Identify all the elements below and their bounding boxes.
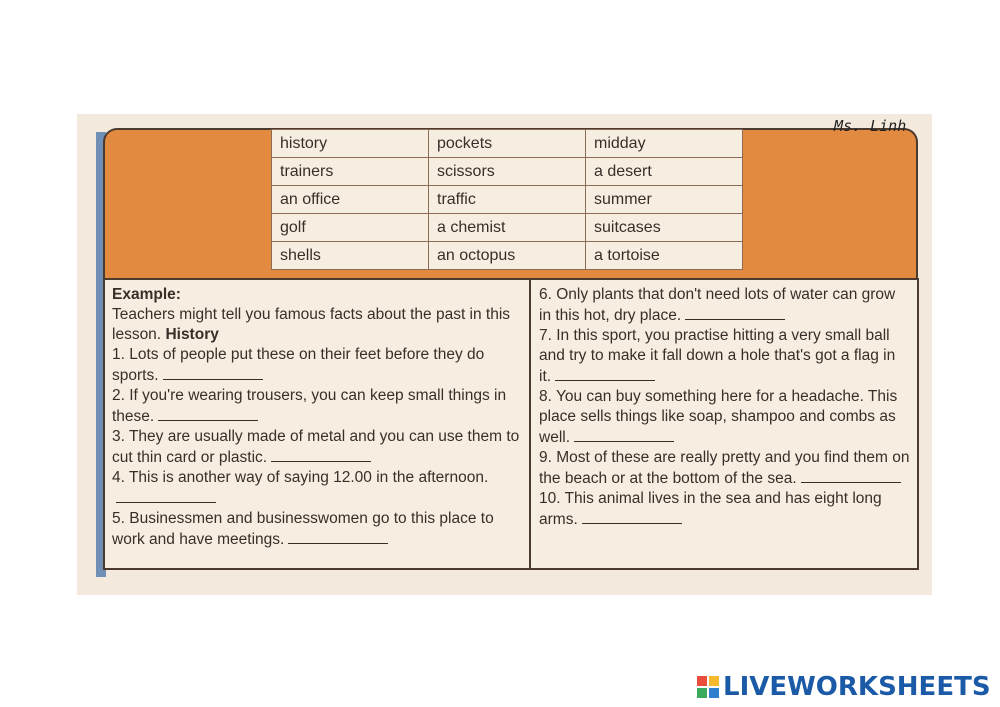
liveworksheets-logo-icon	[697, 676, 719, 698]
word-cell: trainers	[272, 158, 429, 186]
question-item	[112, 427, 526, 468]
question-item	[539, 326, 911, 387]
logo-square	[709, 688, 719, 698]
question-text: 9. Most of these are really pretty and you find them on the beach or at the bottom of the sea.	[539, 449, 910, 487]
word-row	[272, 158, 743, 186]
word-cell: midday	[586, 130, 743, 158]
word-bank-table	[271, 129, 743, 270]
answer-blank[interactable]	[801, 468, 901, 483]
word-cell: history	[272, 130, 429, 158]
logo-text: LIVEWORKSHEETS	[723, 672, 991, 702]
answer-blank[interactable]	[271, 447, 371, 462]
question-item	[112, 345, 526, 386]
answer-blank[interactable]	[555, 366, 655, 381]
question-item	[112, 468, 526, 509]
word-row	[272, 242, 743, 270]
example-answer: History	[165, 326, 219, 343]
question-text: 7. In this sport, you practise hitting a very small ball and try to make it fall down a hole that's got a flag in it.	[539, 327, 896, 385]
word-cell: suitcases	[586, 214, 743, 242]
question-text: 10. This animal lives in the sea and has eight long arms.	[539, 490, 882, 528]
question-text: 2. If you're wearing trousers, you can keep small things in these.	[112, 387, 507, 425]
question-text: 5. Businessmen and businesswomen go to this place to work and have meetings.	[112, 510, 494, 548]
word-cell: an office	[272, 186, 429, 214]
word-cell: a desert	[586, 158, 743, 186]
questions-left-column	[112, 285, 526, 550]
word-cell: summer	[586, 186, 743, 214]
word-row	[272, 214, 743, 242]
questions-right-column	[539, 285, 911, 530]
example-block	[112, 285, 526, 345]
logo-square	[697, 676, 707, 686]
question-item	[539, 285, 911, 326]
question-text: 1. Lots of people put these on their feet before they do sports.	[112, 346, 485, 384]
question-item	[539, 489, 911, 530]
liveworksheets-logo	[697, 672, 991, 702]
question-item	[539, 387, 911, 448]
word-cell: pockets	[429, 130, 586, 158]
question-text: 8. You can buy something here for a headache. This place sells things like soap, shampoo and combs as well.	[539, 388, 898, 446]
word-row	[272, 186, 743, 214]
answer-blank[interactable]	[582, 509, 682, 524]
answer-blank[interactable]	[288, 529, 388, 544]
word-cell: a tortoise	[586, 242, 743, 270]
answer-blank[interactable]	[685, 305, 785, 320]
author-name: Ms. Linh	[834, 117, 907, 135]
word-cell: a chemist	[429, 214, 586, 242]
word-cell: an octopus	[429, 242, 586, 270]
question-text: 3. They are usually made of metal and you can use them to cut thin card or plastic.	[112, 428, 520, 466]
example-heading: Example:	[112, 286, 181, 303]
answer-blank[interactable]	[158, 406, 258, 421]
word-cell: shells	[272, 242, 429, 270]
answer-blank[interactable]	[163, 365, 263, 380]
answer-blank[interactable]	[574, 427, 674, 442]
logo-square	[697, 688, 707, 698]
question-text: 4. This is another way of saying 12.00 in the afternoon.	[112, 469, 489, 486]
question-item	[112, 509, 526, 550]
answer-blank[interactable]	[116, 488, 216, 503]
question-item	[112, 386, 526, 427]
question-text: 6. Only plants that don't need lots of water can grow in this hot, dry place.	[539, 286, 896, 324]
word-row	[272, 130, 743, 158]
word-cell: golf	[272, 214, 429, 242]
logo-square	[709, 676, 719, 686]
word-cell: traffic	[429, 186, 586, 214]
question-item	[539, 448, 911, 489]
example-text: Teachers might tell you famous facts about the past in this lesson.	[112, 306, 511, 343]
column-divider	[529, 279, 531, 569]
word-cell: scissors	[429, 158, 586, 186]
